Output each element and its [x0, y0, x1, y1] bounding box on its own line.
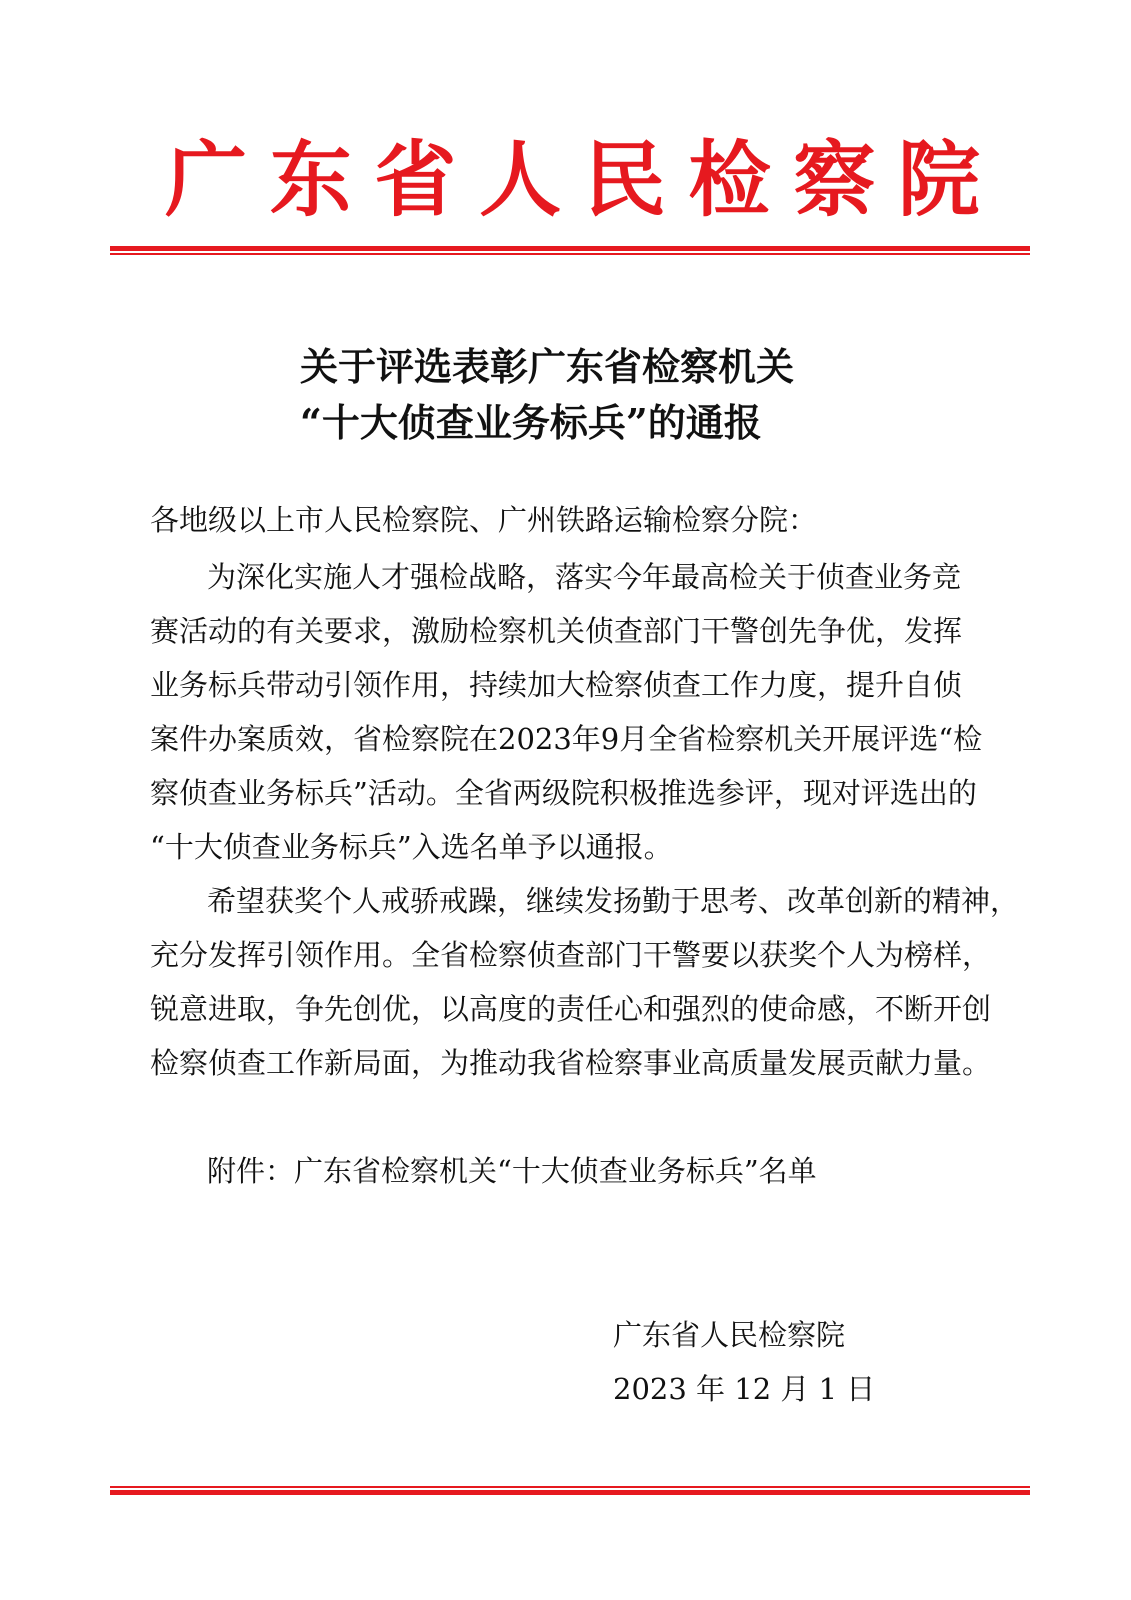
footer-divider-thin: [110, 1486, 1030, 1488]
signature-org: 广东省人民检察院: [613, 1318, 846, 1352]
body-line: [207, 560, 990, 594]
signature-date: 2023 年 12 月 1 日: [613, 1372, 876, 1406]
header-divider-thick: [110, 246, 1030, 251]
body-line: 业务标兵带动引领作用，持续加大检察侦查工作力度，提升自侦: [150, 668, 963, 702]
masthead-char: 院: [897, 132, 980, 228]
document-title-line2: “十大侦查业务标兵”的通报: [300, 400, 762, 445]
masthead-char: 东: [269, 132, 352, 228]
masthead-char: 人: [479, 132, 562, 228]
body-line: 锐意进取，争先创优，以高度的责任心和强烈的使命感，不断开创: [150, 992, 992, 1026]
masthead-char: 省: [374, 132, 457, 228]
body-line: “十大侦查业务标兵”入选名单予以通报。: [150, 830, 673, 864]
header-divider-thin: [110, 253, 1030, 255]
masthead: [110, 120, 1030, 240]
document-title-line1: 关于评选表彰广东省检察机关: [300, 344, 795, 389]
masthead-char: 检: [688, 132, 771, 228]
masthead-char: 民: [583, 132, 666, 228]
masthead-char: 广: [165, 132, 248, 228]
body-line: 案件办案质效，省检察院在2023年9月全省检察机关开展评选“检: [150, 722, 983, 756]
body-line: 充分发挥引领作用。全省检察侦查部门干警要以获奖个人为榜样，: [150, 938, 992, 972]
body-line: 希望获奖个人戒骄戒躁，继续发扬勤于思考、改革创新的精神，: [207, 884, 1020, 918]
body-line: 赛活动的有关要求，激励检察机关侦查部门干警创先争优，发挥: [150, 614, 963, 648]
attachment-note: 附件：广东省检察机关“十大侦查业务标兵”名单: [207, 1154, 817, 1188]
masthead-char: 察: [793, 132, 876, 228]
body-line: 检察侦查工作新局面，为推动我省检察事业高质量发展贡献力量。: [150, 1046, 992, 1080]
footer-divider-thick: [110, 1490, 1030, 1495]
body-line-text: 为深化实施人才强检战略，落实今年最高检关于侦查业务竞: [207, 560, 962, 594]
body-line: 察侦查业务标兵”活动。全省两级院积极推选参评，现对评选出的: [150, 776, 977, 810]
salutation: 各地级以上市人民检察院、广州铁路运输检察分院：: [150, 503, 818, 537]
